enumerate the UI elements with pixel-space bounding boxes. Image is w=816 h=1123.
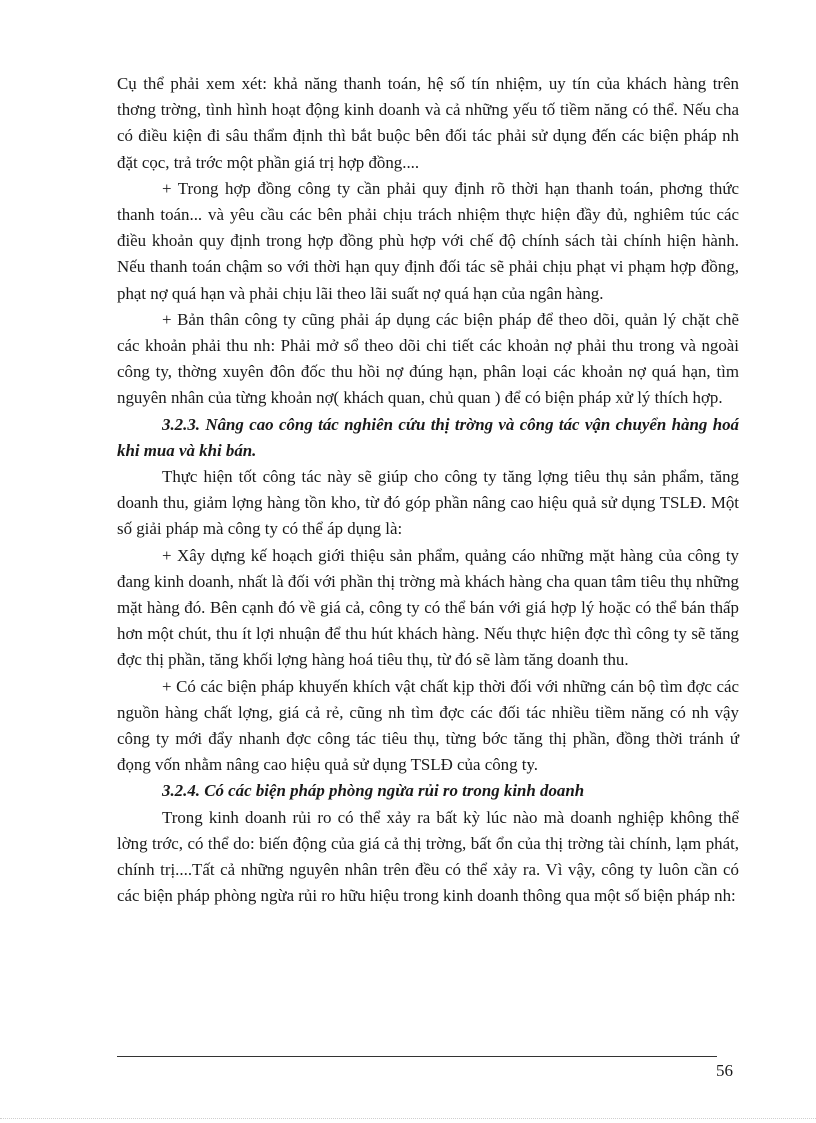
page-bottom-border xyxy=(0,1118,816,1119)
footer-divider xyxy=(117,1056,717,1057)
paragraph-evaluation-criteria: Cụ thể phải xem xét: khả năng thanh toán, hệ số tín nhiệm, uy tín của khách hàng trên thơng trờng, tình hình hoạt động kinh doanh và cả những yếu tố tiềm năng có thể. Nếu cha có điều kiện đi sâu thẩm định thì bắt buộc bên đối tác phải sử dụng đến các biện pháp nh đặt cọc, trả trớc một phần giá trị hợp đồng.... xyxy=(117,74,739,172)
paragraph-risk-prevention: Trong kinh doanh rủi ro có thể xảy ra bất kỳ lúc nào mà doanh nghiệp không thể lờng trớc, có thể do: biến động của giá cả thị trờng, bất ổn của thị trờng tài chính, lạm phát, chính trị....Tất cả những nguyên nhân trên đều có thể xảy ra. Vì vậy, công ty luôn cần có các biện pháp phòng ngừa rủi ro hữu hiệu trong kinh doanh thông qua một số biện pháp nh: xyxy=(117,807,739,906)
paragraph-receivables-management: + Bản thân công ty cũng phải áp dụng các biện pháp để theo dõi, quản lý chặt chẽ các khoản phải thu nh: Phải mở sổ theo dõi chi tiết các khoản nợ phải thu trong và ngoài công ty, thờng xuyên đôn đốc thu hồi nợ đúng hạn, phân loại các khoản nợ quá hạn, tìm nguyên nhân của từng khoản nợ( khách quan, chủ quan ) để có biện pháp xử lý thích hợp. xyxy=(117,309,739,408)
paragraph-market-research-intro: Thực hiện tốt công tác này sẽ giúp cho công ty tăng lợng tiêu thụ sản phẩm, tăng doanh thu, giảm lợng hàng tồn kho, từ đó góp phần nâng cao hiệu quả sử dụng TSLĐ. Một số giải pháp mà công ty có thể áp dụng là: xyxy=(117,467,739,539)
section-heading-3-2-3: 3.2.3. Nâng cao công tác nghiên cứu thị trờng và công tác vận chuyển hàng hoá khi mua và khi bán. xyxy=(117,414,739,460)
page-number: 56 xyxy=(716,1061,733,1080)
paragraph-contract-payment-terms: + Trong hợp đồng công ty cần phải quy định rõ thời hạn thanh toán, phơng thức thanh toán... và yêu cầu các bên phải chịu trách nhiệm thực hiện đầy đủ, nghiêm túc các điều khoản quy định trong hợp đồng phù hợp với chế độ chính sách tài chính hiện hành. Nếu thanh toán chậm so với thời hạn quy định đối tác sẽ phải chịu phạt vi phạm hợp đồng, phạt nợ quá hạn và phải chịu lãi theo lãi suất nợ quá hạn của ngân hàng. xyxy=(117,178,739,303)
paragraph-product-promotion: + Xây dựng kế hoạch giới thiệu sản phẩm, quảng cáo những mặt hàng của công ty đang kinh doanh, nhất là đối với phần thị trờng mà khách hàng cha quan tâm tiêu thụ những mặt hàng đó. Bên cạnh đó về giá cả, công ty có thể bán với giá hợp lý hoặc có thể bán thấp hơn một chút, thu ít lợi nhuận để thu hút khách hàng. Nếu thực hiện đợc thì công ty sẽ tăng đợc thị phần, tăng khối lợng hàng hoá tiêu thụ, từ đó sẽ làm tăng doanh thu. xyxy=(117,545,739,670)
paragraph-staff-incentives: + Có các biện pháp khuyến khích vật chất kịp thời đối với những cán bộ tìm đợc các nguồn hàng chất lợng, giá cả rẻ, cũng nh tìm đợc các đối tác nhiều tiềm năng có nh vậy công ty mới đẩy nhanh đợc công tác tiêu thụ, từng bớc tăng thị phần, đồng thời tránh ứ đọng vốn nhằm nâng cao hiệu quả sử dụng TSLĐ của công ty. xyxy=(117,676,739,775)
section-heading-3-2-4: 3.2.4. Có các biện pháp phòng ngừa rủi ro trong kinh doanh xyxy=(162,781,585,801)
document-body xyxy=(117,71,739,910)
